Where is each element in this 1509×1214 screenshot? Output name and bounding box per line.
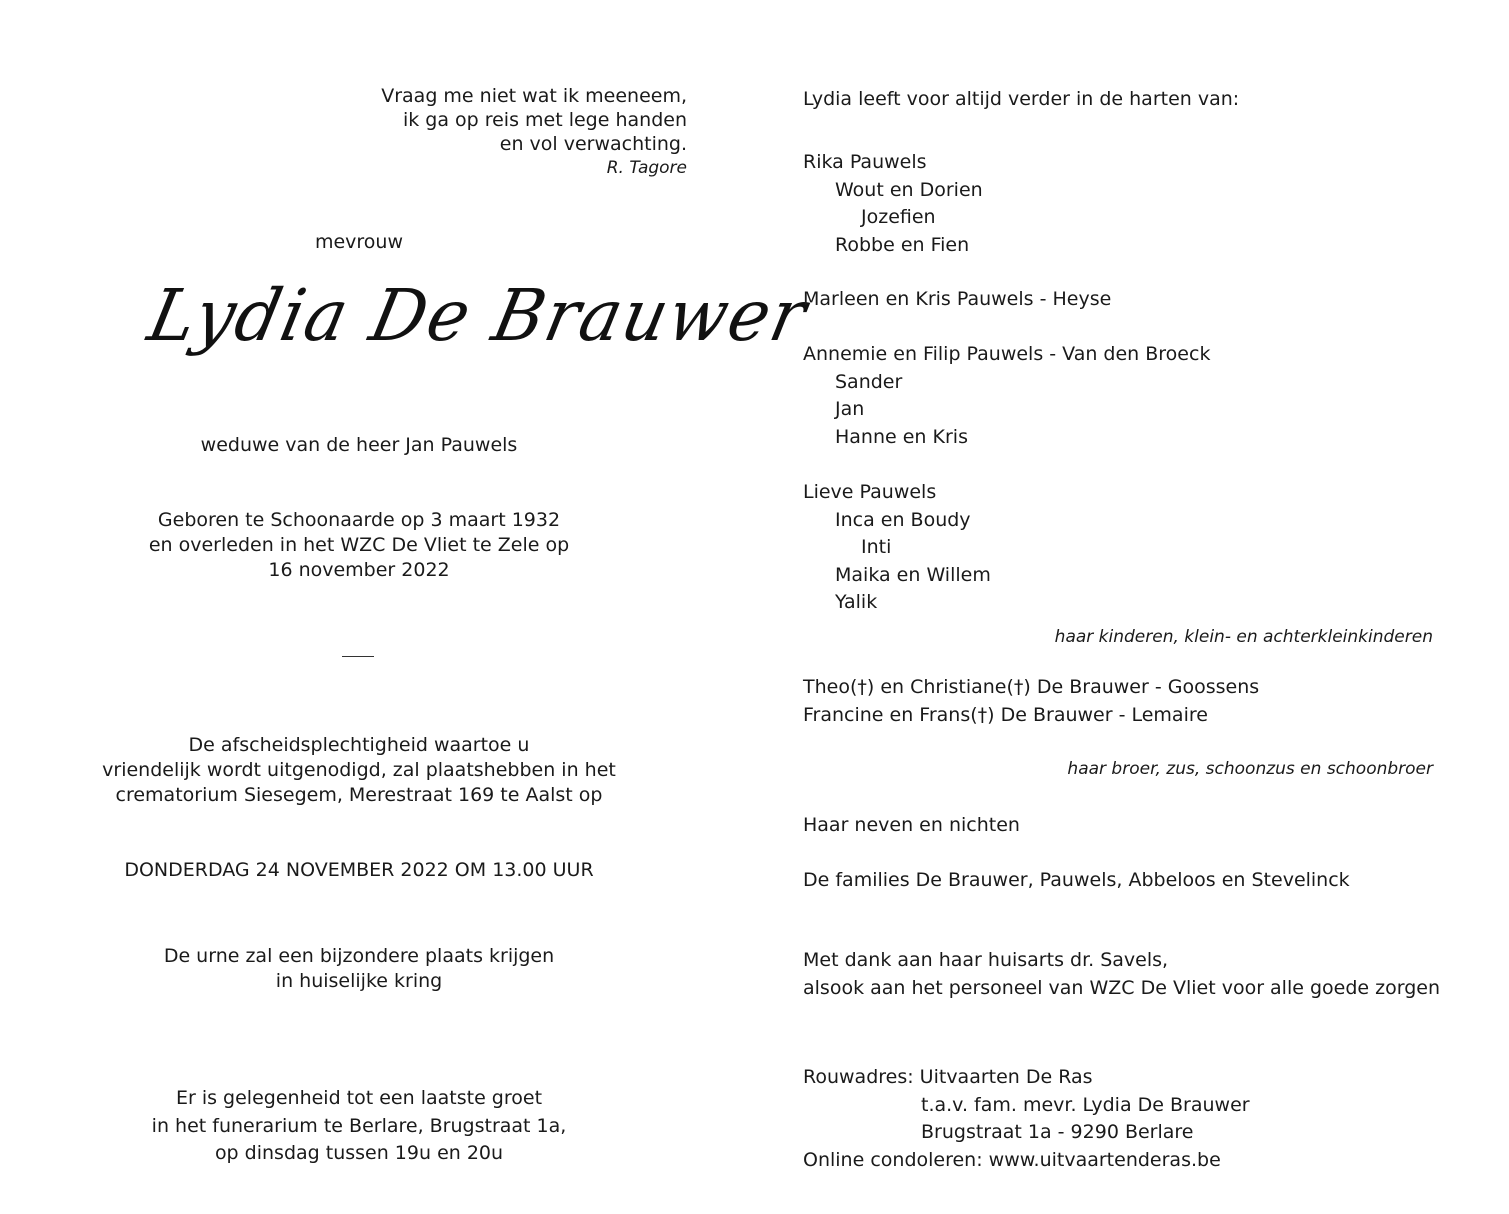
invite-line: vriendelijk wordt uitgenodigd, zal plaatshebben in het xyxy=(102,759,616,781)
invite-line: crematorium Siesegem, Merestraat 169 te Aalst op xyxy=(115,784,603,806)
birth-line: Geboren te Schoonaarde op 3 maart 1932 xyxy=(157,509,561,531)
mourning-address xyxy=(803,1064,1250,1174)
birth-line: en overleden in het WZC De Vliet te Zele op xyxy=(148,534,570,556)
family-group-lieve xyxy=(803,479,991,617)
thanks-line: alsook aan het personeel van WZC De Vliet voor alle goede zorgen xyxy=(803,976,1441,999)
thanks-block xyxy=(803,947,1440,1002)
divider xyxy=(342,656,374,657)
family-member: Lieve Pauwels xyxy=(803,481,937,503)
ceremony-invite xyxy=(60,733,658,808)
urn-info xyxy=(60,944,658,994)
siblings-group xyxy=(803,674,1259,729)
family-member: Yalik xyxy=(835,591,878,613)
title-mevrouw: mevrouw xyxy=(314,231,404,253)
invite-line: De afscheidsplechtigheid waartoe u xyxy=(188,734,530,756)
family-intro: Lydia leeft voor altijd verder in de harten van: xyxy=(803,88,1240,110)
cousins-line: Haar neven en nichten xyxy=(803,814,1020,836)
address-line: t.a.v. fam. mevr. Lydia De Brauwer xyxy=(921,1093,1250,1116)
poem-line: ik ga op reis met lege handen xyxy=(402,109,687,131)
family-member: Annemie en Filip Pauwels - Van den Broeck xyxy=(803,343,1211,365)
family-group-annemie xyxy=(803,341,1210,451)
family-member: Maika en Willem xyxy=(835,563,991,586)
family-member: Marleen en Kris Pauwels - Heyse xyxy=(803,288,1112,310)
family-member: Jan xyxy=(835,398,865,420)
family-group-rika xyxy=(803,149,983,259)
family-member: Inca en Boudy xyxy=(835,508,971,531)
visitation-line: in het funerarium te Berlare, Brugstraat 1a, xyxy=(151,1114,567,1137)
online-condolence-line: Online condoleren: www.uitvaartenderas.be xyxy=(803,1148,1221,1171)
ceremony-date: DONDERDAG 24 NOVEMBER 2022 OM 13.00 UUR xyxy=(124,859,594,881)
birth-death-info xyxy=(60,508,658,583)
visitation-info xyxy=(60,1085,658,1168)
visitation-line: Er is gelegenheid tot een laatste groet xyxy=(175,1087,543,1109)
birth-line: 16 november 2022 xyxy=(268,559,450,581)
poem-author: R. Tagore xyxy=(606,158,687,178)
families-line: De families De Brauwer, Pauwels, Abbeloos en Stevelinck xyxy=(803,869,1350,891)
thanks-line: Met dank aan haar huisarts dr. Savels, xyxy=(803,949,1169,971)
address-line: Brugstraat 1a - 9290 Berlare xyxy=(921,1121,1194,1143)
widow-line: weduwe van de heer Jan Pauwels xyxy=(200,434,518,456)
urn-line: De urne zal een bijzondere plaats krijgen xyxy=(163,945,555,967)
family-member: Jozefien xyxy=(861,206,936,228)
family-group-marleen xyxy=(803,286,1111,314)
family-member: Inti xyxy=(861,536,892,558)
poem-quote xyxy=(381,84,687,180)
family-member: Hanne en Kris xyxy=(835,425,968,448)
relation-children: haar kinderen, klein- en achterkleinkinderen xyxy=(1054,627,1433,647)
address-line: Rouwadres: Uitvaarten De Ras xyxy=(803,1066,1093,1088)
family-member: Sander xyxy=(835,370,903,393)
visitation-line: op dinsdag tussen 19u en 20u xyxy=(214,1142,504,1164)
deceased-name: Lydia De Brauwer xyxy=(141,275,815,358)
family-member: Wout en Dorien xyxy=(835,178,983,201)
family-member: Robbe en Fien xyxy=(835,233,970,256)
relation-siblings: haar broer, zus, schoonzus en schoonbroer xyxy=(1067,759,1433,779)
poem-line: Vraag me niet wat ik meeneem, xyxy=(381,85,687,107)
family-member: Rika Pauwels xyxy=(803,151,927,173)
poem-line: en vol verwachting. xyxy=(499,133,687,155)
sibling-line: Theo(†) en Christiane(†) De Brauwer - Goossens xyxy=(803,676,1260,698)
urn-line: in huiselijke kring xyxy=(275,970,443,992)
sibling-line: Francine en Frans(†) De Brauwer - Lemaire xyxy=(803,703,1208,726)
